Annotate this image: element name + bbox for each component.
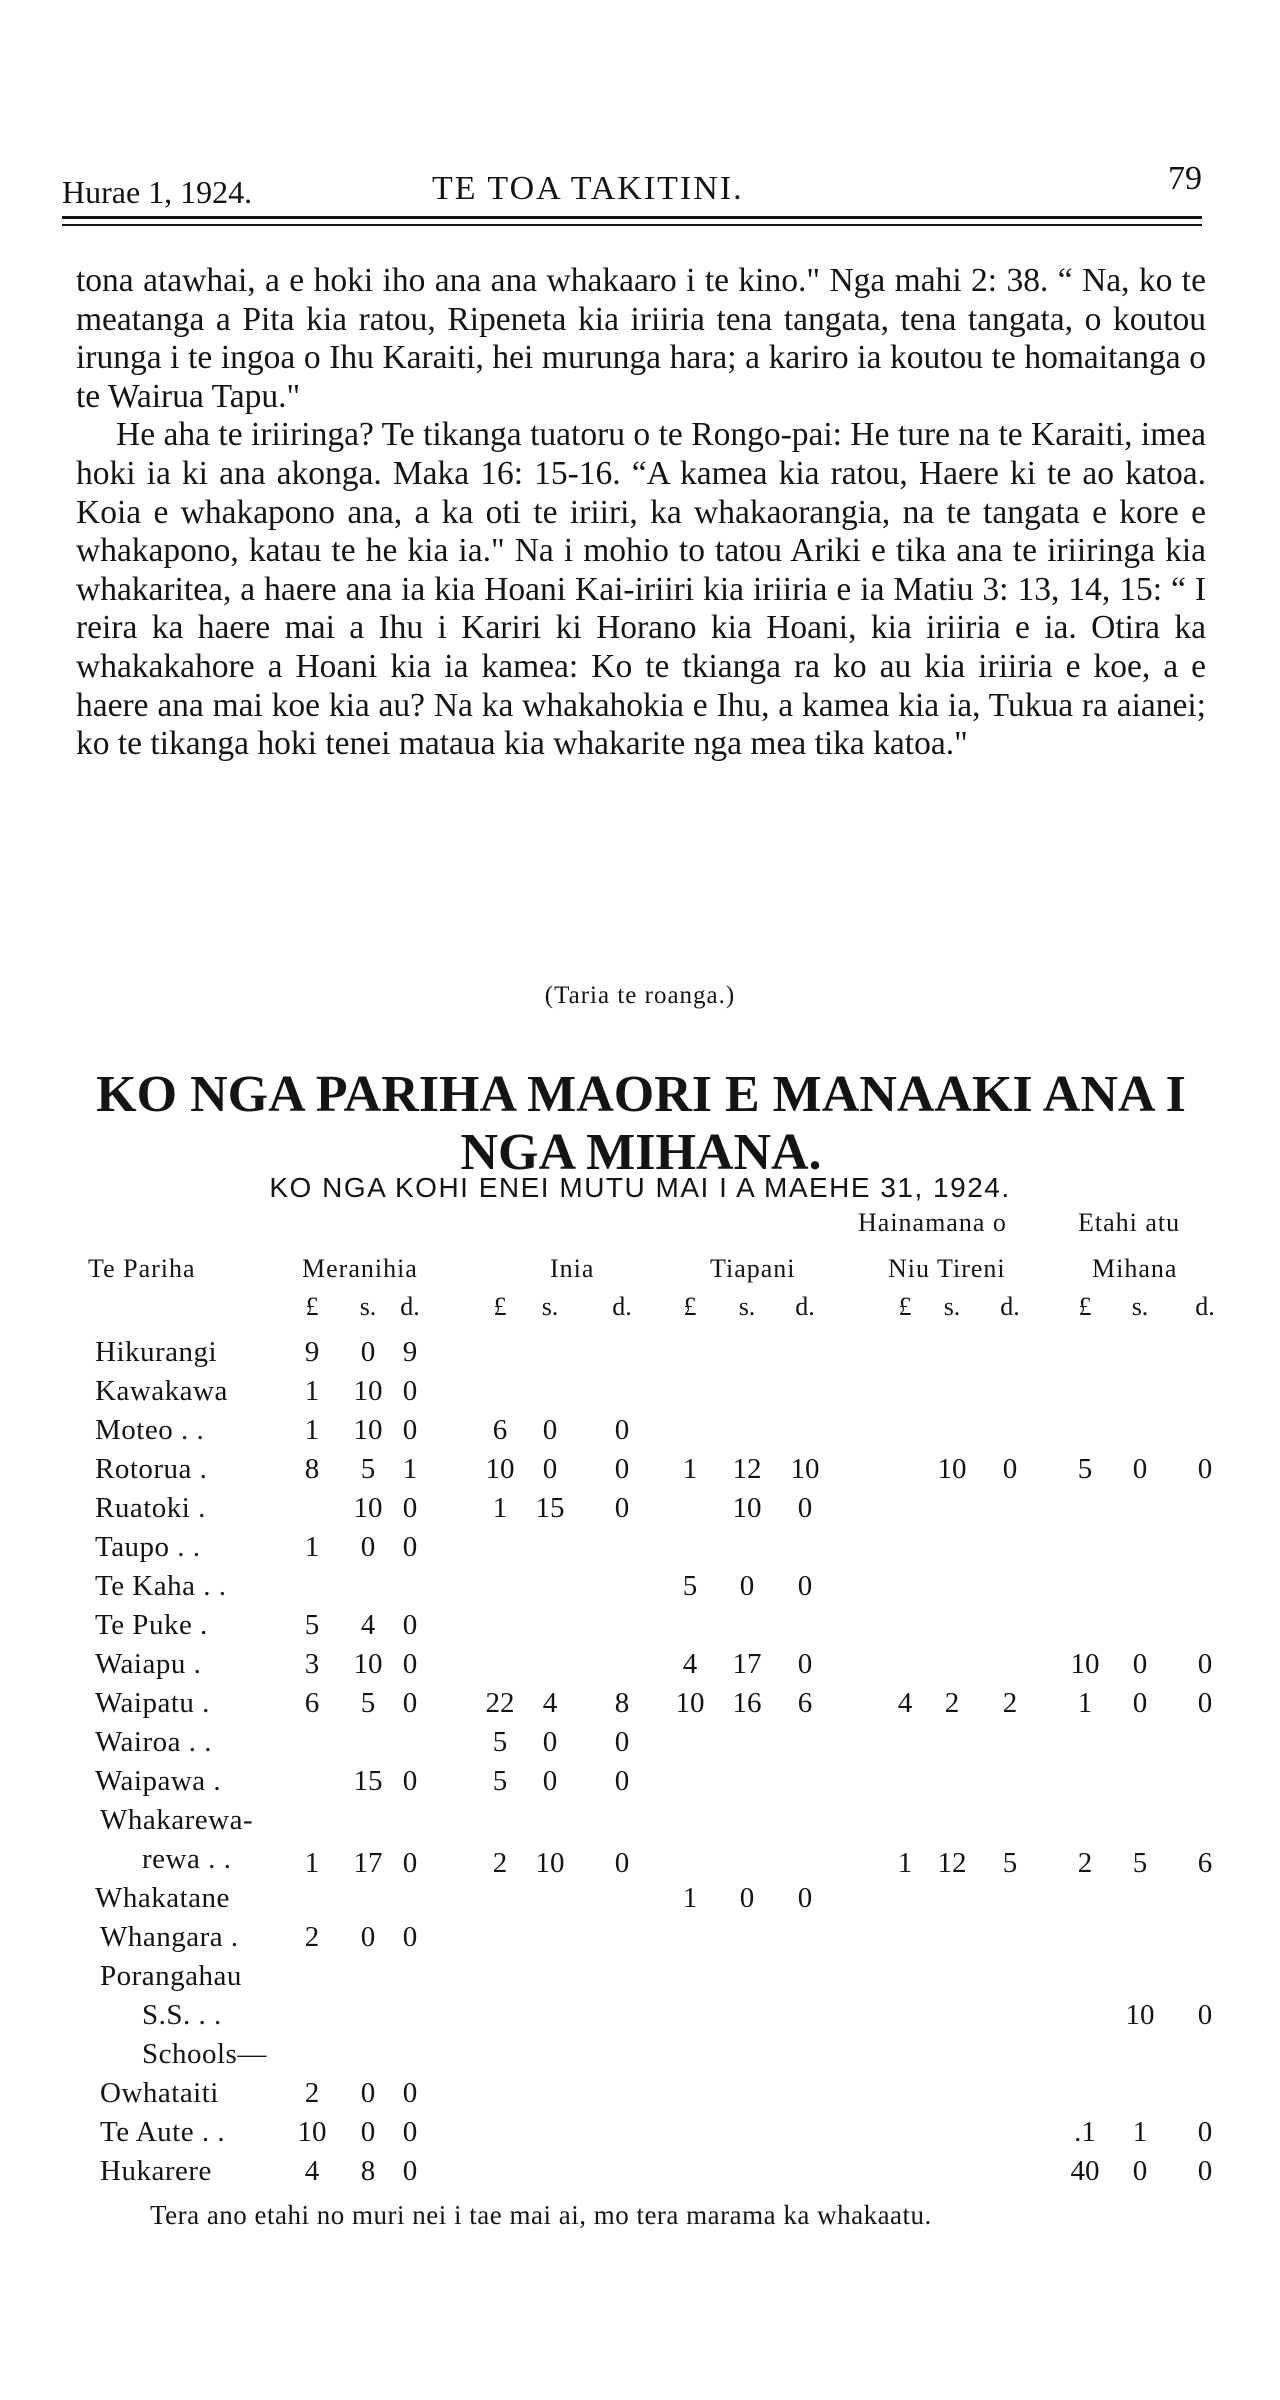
table-cell: 10	[790, 1453, 820, 1485]
table-cell: 1	[682, 1453, 698, 1485]
table-cell: 4	[360, 1609, 376, 1641]
table-row-label: Taupo . .	[95, 1531, 201, 1563]
table-cell: 6	[304, 1687, 320, 1719]
table-row-label: Whakatane	[95, 1882, 230, 1914]
table-cell: 1	[897, 1847, 913, 1879]
table-cell: 10	[353, 1414, 383, 1446]
header-rule-thin	[62, 224, 1202, 226]
table-cell: 1	[304, 1531, 320, 1563]
table-cell: .1	[1074, 2116, 1096, 2148]
column-header-top: Etahi atu	[1078, 1208, 1181, 1237]
table-cell: 0	[360, 2116, 376, 2148]
issue-date: Hurae 1, 1924.	[62, 174, 253, 210]
unit-label: s.	[943, 1292, 961, 1321]
table-cell: 1	[682, 1882, 698, 1914]
table-footnote: Tera ano etahi no muri nei i tae mai ai, mo tera marama ka whakaatu.	[150, 2200, 932, 2230]
table-cell: 1	[304, 1375, 320, 1407]
table-cell: 1	[304, 1414, 320, 1446]
table-row-label: Schools—	[142, 2038, 267, 2070]
table-cell: 10	[485, 1453, 515, 1485]
table-cell: 5	[492, 1726, 508, 1758]
table-cell: 0	[402, 2116, 418, 2148]
table-cell: 10	[937, 1453, 967, 1485]
unit-label: s.	[738, 1292, 756, 1321]
table-cell: 0	[797, 1648, 813, 1680]
table-cell: 17	[732, 1648, 762, 1680]
section-subtitle: KO NGA KOHI ENEI MUTU MAI I A MAEHE 31, 1924.	[269, 1172, 1011, 1203]
column-header: Mihana	[1092, 1254, 1178, 1283]
table-cell: 0	[542, 1414, 558, 1446]
table-cell: 0	[1002, 1453, 1018, 1485]
table-row-label: Te Aute . .	[100, 2116, 226, 2148]
table-cell: 4	[542, 1687, 558, 1719]
section-title: KO NGA PARIHA MAORI E MANAAKI ANA I NGA MIHANA.	[96, 1066, 1186, 1181]
unit-label: £	[493, 1292, 507, 1321]
table-row-label: Te Puke .	[95, 1609, 208, 1641]
table-cell: 0	[614, 1765, 630, 1797]
table-row-label: rewa . .	[142, 1843, 232, 1875]
table-cell: 6	[797, 1687, 813, 1719]
table-cell: 6	[1197, 1847, 1213, 1879]
table-cell: 0	[402, 1414, 418, 1446]
table-cell: 0	[402, 1847, 418, 1879]
table-cell: 0	[402, 1609, 418, 1641]
row-header: Te Pariha	[88, 1254, 196, 1283]
table-cell: 0	[360, 1921, 376, 1953]
unit-label: £	[305, 1292, 319, 1321]
table-cell: 5	[360, 1453, 376, 1485]
table-row-label: Waipatu .	[95, 1687, 210, 1719]
table-cell: 4	[897, 1687, 913, 1719]
table-cell: 0	[402, 1648, 418, 1680]
table-row-label: Whakarewa-	[100, 1804, 254, 1836]
table-cell: 0	[1132, 1687, 1148, 1719]
table-cell: 0	[360, 1531, 376, 1563]
table-cell: 16	[732, 1687, 762, 1719]
table-cell: 0	[739, 1570, 755, 1602]
table-cell: 0	[402, 1531, 418, 1563]
table-cell: 0	[1197, 2116, 1213, 2148]
table-cell: 8	[614, 1687, 630, 1719]
table-row-label: Owhataiti	[100, 2077, 219, 2109]
table-cell: 10	[353, 1375, 383, 1407]
table-cell: 0	[402, 1765, 418, 1797]
table-cell: 0	[614, 1414, 630, 1446]
table-cell: 9	[304, 1336, 320, 1368]
table-cell: 0	[1197, 1687, 1213, 1719]
table-row-label: Ruatoki .	[95, 1492, 206, 1524]
article-paragraph: tona atawhai, a e hoki iho ana ana whakaaro i te kino." Nga mahi 2: 38. “ Na, ko te meatanga a Pita kia ratou, Ripeneta kia iriiria tena tangata, tena tangata, o koutou irunga i te ingoa o Ihu Karaiti, hei murunga hara; a kariro ia koutou te homaitanga o te Wairua Tapu."	[76, 262, 1206, 415]
unit-label: d.	[1195, 1292, 1215, 1321]
table-cell: 0	[402, 2155, 418, 2187]
table-cell: 10	[535, 1847, 565, 1879]
article-body	[76, 262, 1206, 764]
unit-label: £	[683, 1292, 697, 1321]
table-row-label: Hikurangi	[95, 1336, 218, 1368]
table-cell: 10	[732, 1492, 762, 1524]
unit-label: s.	[359, 1292, 377, 1321]
table-cell: 0	[797, 1570, 813, 1602]
article-paragraph: He aha te iriiringa? Te tikanga tuatoru o te Rongo-pai: He ture na te Karaiti, imea hoki ia ki ana akonga. Maka 16: 15-16. “A kamea kia ratou, Haere ki te ao katoa. Koia e whakapono ana, a ka oti te iriiri, ka whakaorangia, na te tangata e kore e whakapono, katau te he kia ia." Na i mohio to tatou Ariki e tika ana te iriiringa kia whakaritea, a haere ana ia kia Hoani Kai-iriiri kia iriiria e ia Matiu 3: 13, 14, 15: “ I reira ka haere mai a Ihu i Kariri ki Horano kia Hoani, kia iriiria e ia. Otira ka whakakahore a Hoani kia ia kamea: Ko te tkianga ra ko au kia iriiria e koe, a e haere ana mai koe kia au? Na ka whakahokia e Ihu, a kamea kia ia, Tukua ra aianei; ko te tikanga hoki tenei mataua kia whakarite nga mea tika katoa."	[76, 416, 1206, 763]
table-cell: 0	[614, 1453, 630, 1485]
table-row-label: Te Kaha . .	[95, 1570, 227, 1602]
table-cell: 0	[360, 1336, 376, 1368]
table-cell: 5	[1077, 1453, 1093, 1485]
table-cell: 10	[353, 1648, 383, 1680]
continued-note: (Taria te roanga.)	[544, 982, 736, 1009]
table-cell: 0	[739, 1882, 755, 1914]
table-cell: 0	[542, 1765, 558, 1797]
table-cell: 10	[353, 1492, 383, 1524]
table-cell: 1	[492, 1492, 508, 1524]
table-row-label: S.S. . .	[142, 1999, 222, 2031]
column-header-top: Hainamana o	[858, 1208, 1007, 1237]
table-cell: 5	[304, 1609, 320, 1641]
table-cell: 0	[1197, 1999, 1213, 2031]
table-cell: 3	[304, 1648, 320, 1680]
table-cell: 10	[1070, 1648, 1100, 1680]
table-cell: 2	[492, 1847, 508, 1879]
table-cell: 2	[1002, 1687, 1018, 1719]
table-cell: 10	[297, 2116, 327, 2148]
table-cell: 15	[535, 1492, 565, 1524]
table-cell: 2	[944, 1687, 960, 1719]
unit-label: £	[1078, 1292, 1092, 1321]
table-cell: 0	[402, 1492, 418, 1524]
header-rule	[62, 216, 1202, 219]
table-cell: 5	[360, 1687, 376, 1719]
table-cell: 5	[492, 1765, 508, 1797]
table-cell: 0	[402, 1687, 418, 1719]
unit-label: d.	[795, 1292, 815, 1321]
table-row-label: Whangara .	[100, 1921, 239, 1953]
table-cell: 5	[1002, 1847, 1018, 1879]
table-cell: 8	[304, 1453, 320, 1485]
table-row-label: Rotorua .	[95, 1453, 208, 1485]
table-cell: 4	[682, 1648, 698, 1680]
table-cell: 2	[1077, 1847, 1093, 1879]
table-cell: 1	[1132, 2116, 1148, 2148]
table-cell: 40	[1070, 2155, 1100, 2187]
table-cell: 0	[402, 2077, 418, 2109]
table-cell: 2	[304, 1921, 320, 1953]
table-cell: 0	[1197, 1648, 1213, 1680]
unit-label: d.	[400, 1292, 420, 1321]
unit-label: d.	[612, 1292, 632, 1321]
table-cell: 1	[402, 1453, 418, 1485]
running-head	[62, 160, 1202, 210]
column-header: Meranihia	[302, 1254, 418, 1283]
table-cell: 22	[485, 1687, 515, 1719]
table-cell: 10	[1125, 1999, 1155, 2031]
column-header: Tiapani	[710, 1254, 796, 1283]
table-cell: 5	[682, 1570, 698, 1602]
table-cell: 0	[1197, 2155, 1213, 2187]
column-header: Inia	[550, 1254, 595, 1283]
table-cell: 0	[542, 1453, 558, 1485]
unit-label: £	[898, 1292, 912, 1321]
table-cell: 0	[797, 1492, 813, 1524]
table-cell: 6	[492, 1414, 508, 1446]
table-row-label: Moteo . .	[95, 1414, 205, 1446]
table-cell: 8	[360, 2155, 376, 2187]
table-cell: 0	[402, 1375, 418, 1407]
table-cell: 0	[614, 1726, 630, 1758]
table-cell: 0	[614, 1492, 630, 1524]
table-cell: 0	[542, 1726, 558, 1758]
table-row-label: Waiapu .	[95, 1648, 202, 1680]
column-header: Niu Tireni	[888, 1254, 1006, 1283]
table-row-label: Porangahau	[100, 1960, 242, 1992]
table-cell: 0	[614, 1847, 630, 1879]
table-cell: 15	[353, 1765, 383, 1797]
table-row-label: Kawakawa	[95, 1375, 228, 1407]
table-cell: 12	[937, 1847, 967, 1879]
table-cell: 9	[402, 1336, 418, 1368]
page-number: 79	[1168, 160, 1202, 197]
table-cell: 10	[675, 1687, 705, 1719]
table-cell: 2	[304, 2077, 320, 2109]
journal-title: TE TOA TAKITINI.	[432, 170, 744, 207]
table-cell: 0	[1197, 1453, 1213, 1485]
table-cell: 0	[1132, 2155, 1148, 2187]
unit-label: d.	[1000, 1292, 1020, 1321]
table-row-label: Hukarere	[100, 2155, 212, 2187]
table-cell: 0	[1132, 1453, 1148, 1485]
table-cell: 1	[1077, 1687, 1093, 1719]
table-cell: 12	[732, 1453, 762, 1485]
table-cell: 5	[1132, 1847, 1148, 1879]
table-cell: 0	[797, 1882, 813, 1914]
table-cell: 4	[304, 2155, 320, 2187]
table-cell: 1	[304, 1847, 320, 1879]
table-cell: 0	[1132, 1648, 1148, 1680]
table-row-label: Waipawa .	[95, 1765, 222, 1797]
unit-label: s.	[1131, 1292, 1149, 1321]
table-cell: 0	[402, 1921, 418, 1953]
table-cell: 0	[360, 2077, 376, 2109]
unit-label: s.	[541, 1292, 559, 1321]
table-row-label: Wairoa . .	[95, 1726, 213, 1758]
table-cell: 17	[353, 1847, 383, 1879]
